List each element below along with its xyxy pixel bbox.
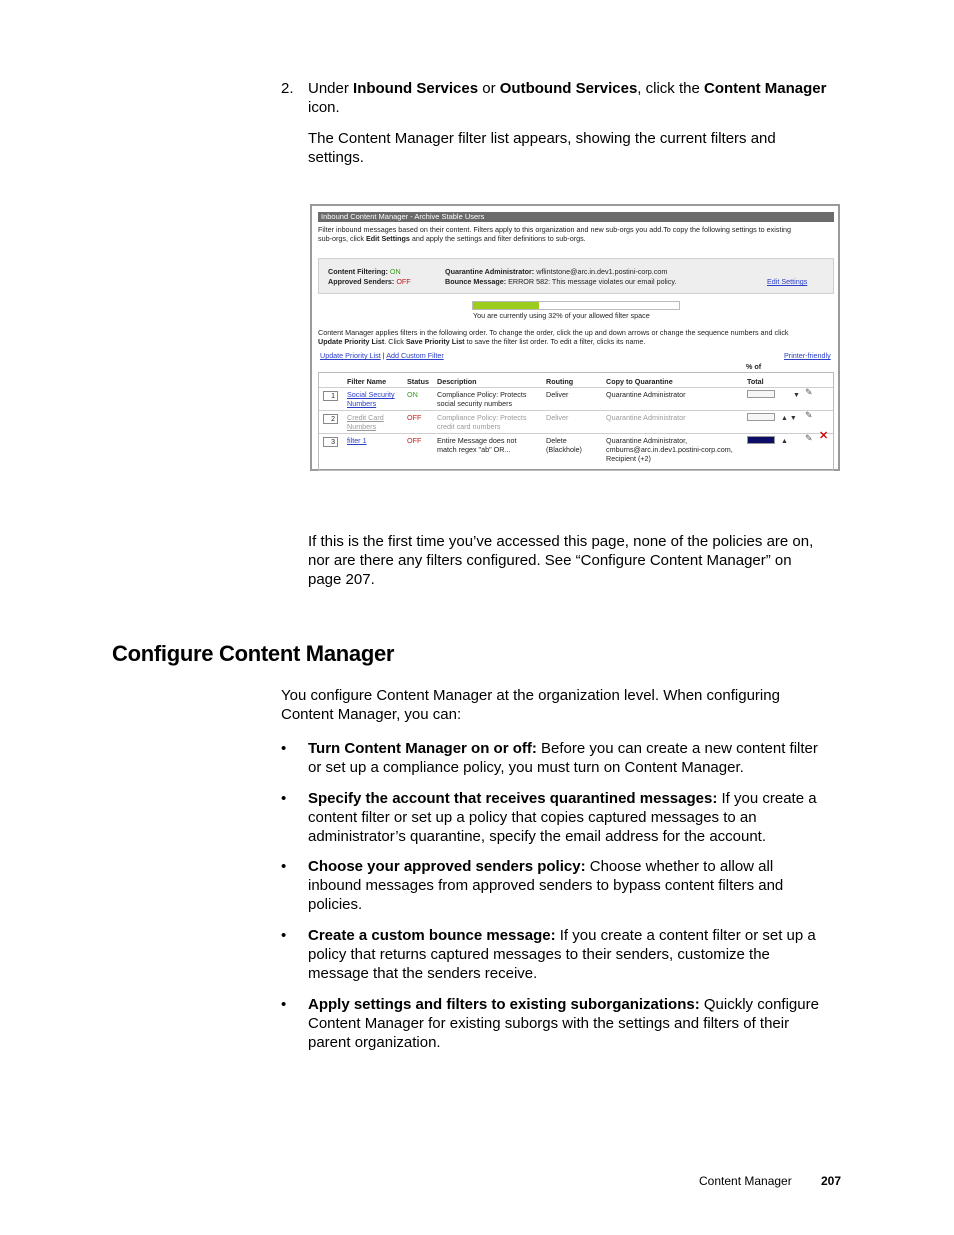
list-item-line3: administrator’s quarantine, specify the email address for the account. (308, 828, 767, 845)
list-item-text: Quickly configure (699, 996, 819, 1013)
outbound-services-term: Outbound Services (499, 80, 638, 97)
sequence-input[interactable]: 2 (323, 414, 338, 424)
intro-line: Content Manager, you can: (281, 706, 462, 723)
edit-icon[interactable]: ✎ (805, 433, 813, 443)
list-item-term: Specify the account that receives quarantined messages: (308, 790, 718, 807)
inbound-services-term: Inbound Services (353, 80, 479, 97)
bullet-marker: • (281, 858, 287, 875)
header-total-text: Total (747, 377, 764, 386)
list-item-line2: or set up a compliance policy, you must turn on Content Manager. (308, 759, 744, 776)
approved-senders-value: OFF (396, 277, 411, 286)
approved-senders-setting (328, 277, 411, 286)
edit-settings-link[interactable]: Edit Settings (767, 277, 808, 286)
settings-summary (318, 258, 834, 294)
screenshot-intro-line1: Filter inbound messages based on their content. Filters apply to this organization and new sub-orgs you add.To copy the following settings to existing (318, 225, 792, 234)
note-line: nor are there any filters configured. See “Configure Content Manager” on (308, 552, 792, 569)
copy-line: Quarantine Administrator (606, 413, 686, 422)
note-line: If this is the first time you’ve accessed this page, none of the policies are on, (308, 533, 814, 550)
filter-description (437, 390, 526, 408)
header-copy-text: Copy to Quarantine (606, 377, 673, 386)
percent-fill (748, 437, 774, 443)
link-separator: | (382, 351, 385, 360)
add-custom-filter-link[interactable]: Add Custom Filter (386, 351, 444, 360)
description-line: social security numbers (437, 399, 513, 408)
content-manager-screenshot (310, 204, 840, 471)
step-text: Under (308, 80, 354, 97)
update-priority-list-link[interactable]: Update Priority List (320, 351, 381, 360)
section-intro (281, 686, 841, 724)
filter-space-usage-bar (472, 301, 680, 310)
filter-copy-to-quarantine (606, 390, 686, 399)
list-item-line3: message that the senders receive. (308, 965, 538, 982)
filter-name-link[interactable] (347, 436, 367, 445)
list-item-line1 (308, 995, 844, 1014)
bounce-value: ERROR 582: This message violates our email policy. (508, 277, 677, 286)
list-item-text: Choose whether to allow all (585, 858, 774, 875)
content-filtering-value: ON (389, 267, 401, 276)
usage-text: You are currently using 32% of your allowed filter space (473, 311, 650, 320)
intro-text: and apply the settings and filter definitions to sub-orgs. (409, 234, 586, 243)
list-item (308, 739, 844, 777)
list-item-line2: inbound messages from approved senders to bypass content filters and (308, 877, 784, 894)
filter-routing (546, 413, 568, 422)
content-filtering-label: Content Filtering: (328, 267, 388, 276)
percent-of-total-bar (747, 413, 775, 421)
sequence-input[interactable]: 3 (323, 437, 338, 447)
content-filtering-setting (328, 267, 401, 276)
routing-line: Deliver (546, 390, 569, 399)
list-item-line2: policy that returns captured messages to their senders, customize the (308, 946, 770, 963)
step-text: , click the (637, 80, 704, 97)
list-item (308, 789, 844, 846)
order-text: . Click (384, 337, 406, 346)
filter-routing (546, 436, 582, 454)
screenshot-intro-line2 (318, 234, 834, 243)
header-filter-name-text: Filter Name (347, 377, 387, 386)
step-instruction (308, 79, 828, 117)
edit-icon[interactable]: ✎ (805, 387, 813, 397)
list-item-line1 (308, 857, 844, 876)
copy-line: Recipient (+2) (606, 454, 651, 463)
pct-header (746, 362, 761, 371)
list-item-line2: Content Manager for existing suborgs with the settings and filters of their (308, 1015, 790, 1032)
header-description-text: Description (437, 377, 477, 386)
list-item-term: Apply settings and filters to existing suborganizations: (308, 996, 700, 1013)
list-item-line1 (308, 739, 844, 758)
list-item-line3: policies. (308, 896, 363, 913)
header-copy (606, 377, 673, 386)
list-item (308, 857, 844, 914)
filter-name-link[interactable] (347, 390, 395, 408)
filter-name-line[interactable]: Numbers (347, 422, 377, 431)
screenshot-title: Inbound Content Manager - Archive Stable Users (318, 212, 834, 222)
list-item (308, 995, 844, 1052)
copy-line: Quarantine Administrator, (606, 436, 688, 445)
filter-name-line[interactable]: Numbers (347, 399, 377, 408)
description-line: Compliance Policy: Protects (437, 390, 527, 399)
bounce-message-setting (445, 277, 676, 286)
filter-name-line[interactable]: filter 1 (347, 436, 367, 445)
table-row (319, 430, 833, 468)
intro-edit-settings: Edit Settings (365, 234, 410, 243)
filter-status: ON (407, 390, 418, 399)
list-item-text: If you create a (717, 790, 817, 807)
content-manager-term: Content Manager (703, 80, 827, 97)
list-item-line1 (308, 789, 844, 808)
routing-line: Deliver (546, 413, 569, 422)
percent-of-total-bar (747, 390, 775, 398)
delete-icon[interactable]: ✕ (819, 430, 829, 442)
list-item-term: Create a custom bounce message: (308, 927, 556, 944)
sequence-input[interactable]: 1 (323, 391, 338, 401)
table-row (319, 410, 833, 434)
filter-routing (546, 390, 568, 399)
order-text: to save the filter list order. To edit a filter, clicks its name. (464, 337, 646, 346)
list-item-term: Choose your approved senders policy: (308, 858, 586, 875)
filter-table (318, 372, 834, 471)
copy-line: Quarantine Administrator (606, 390, 686, 399)
routing-line: Delete (546, 436, 567, 445)
step-text: icon. (308, 99, 340, 116)
list-item-line3: parent organization. (308, 1034, 441, 1051)
reorder-arrows[interactable]: ▲ (781, 438, 788, 445)
filter-copy-to-quarantine (606, 436, 733, 463)
filter-name-line[interactable]: Credit Card (347, 413, 384, 422)
header-total (747, 377, 764, 386)
note-line: page 207. (308, 571, 375, 588)
list-item-line1 (308, 926, 844, 945)
step-text: or (478, 80, 500, 97)
intro-line: You configure Content Manager at the organization level. When configuring (281, 687, 780, 704)
printer-friendly-link[interactable]: Printer-friendly (784, 351, 831, 360)
copy-line: cmburns@arc.in.dev1.postini-corp.com, (606, 445, 733, 454)
percent-of-total-bar (747, 436, 775, 444)
quarantine-admin-value: wflintstone@arc.in.dev1.postini-corp.com (536, 267, 668, 276)
filter-status: OFF (407, 436, 422, 445)
order-instructions-line1: Content Manager applies filters in the following order. To change the order, click the up and down arrows or change the sequence numbers and click (318, 328, 789, 337)
header-status-text: Status (407, 377, 429, 386)
footer-section-name: Content Manager (699, 1174, 792, 1188)
intro-text: sub-orgs, click (318, 234, 366, 243)
approved-senders-label: Approved Senders: (328, 277, 395, 286)
step-number: 2. (281, 80, 294, 97)
list-item-text: Before you can create a new content filter (536, 740, 818, 757)
reorder-arrows[interactable]: ▲ ▼ (781, 415, 797, 422)
list-item-text: If you create a content filter or set up a (555, 927, 816, 944)
table-row (319, 387, 833, 411)
description-line: credit card numbers (437, 422, 501, 431)
filter-name-line[interactable]: Social Security (347, 390, 395, 399)
description-line: match regex "ab" OR... (437, 445, 511, 454)
usage-bar-fill (473, 302, 539, 309)
quarantine-admin-setting (445, 267, 667, 276)
edit-icon[interactable]: ✎ (805, 410, 813, 420)
filter-description (437, 436, 517, 454)
filter-name-link[interactable] (347, 413, 384, 431)
order-save-term: Save Priority List (405, 337, 465, 346)
bullet-marker: • (281, 996, 287, 1013)
order-instructions-line2 (318, 337, 832, 346)
step-result: The Content Manager filter list appears, showing the current filters and settings. (308, 130, 776, 166)
filter-links (320, 351, 444, 360)
first-time-note (308, 532, 848, 589)
list-item-term: Turn Content Manager on or off: (308, 740, 537, 757)
bullet-marker: • (281, 790, 287, 807)
filter-status: OFF (407, 413, 422, 422)
bullet-marker: • (281, 740, 287, 757)
routing-line: (Blackhole) (546, 445, 582, 454)
screenshot-content (318, 212, 834, 463)
reorder-arrows[interactable]: ▼ (793, 392, 800, 399)
quarantine-admin-label: Quarantine Administrator: (445, 267, 535, 276)
header-routing-text: Routing (546, 377, 574, 386)
bounce-label: Bounce Message: (445, 277, 507, 286)
header-routing (546, 377, 573, 386)
header-filter-name (347, 377, 386, 386)
order-update-term: Update Priority List (318, 337, 385, 346)
filter-description (437, 413, 526, 431)
description-line: Compliance Policy: Protects (437, 413, 527, 422)
footer-page-number: 207 (821, 1174, 842, 1188)
section-heading: Configure Content Manager (112, 641, 395, 666)
description-line: Entire Message does not (437, 436, 517, 445)
header-status (407, 377, 429, 386)
header-description (437, 377, 477, 386)
pct-header-line1: % of (746, 362, 762, 371)
list-item-line2: content filter or set up a policy that copies captured messages to an (308, 809, 757, 826)
filter-copy-to-quarantine (606, 413, 686, 422)
list-item (308, 926, 844, 983)
bullet-marker: • (281, 927, 287, 944)
